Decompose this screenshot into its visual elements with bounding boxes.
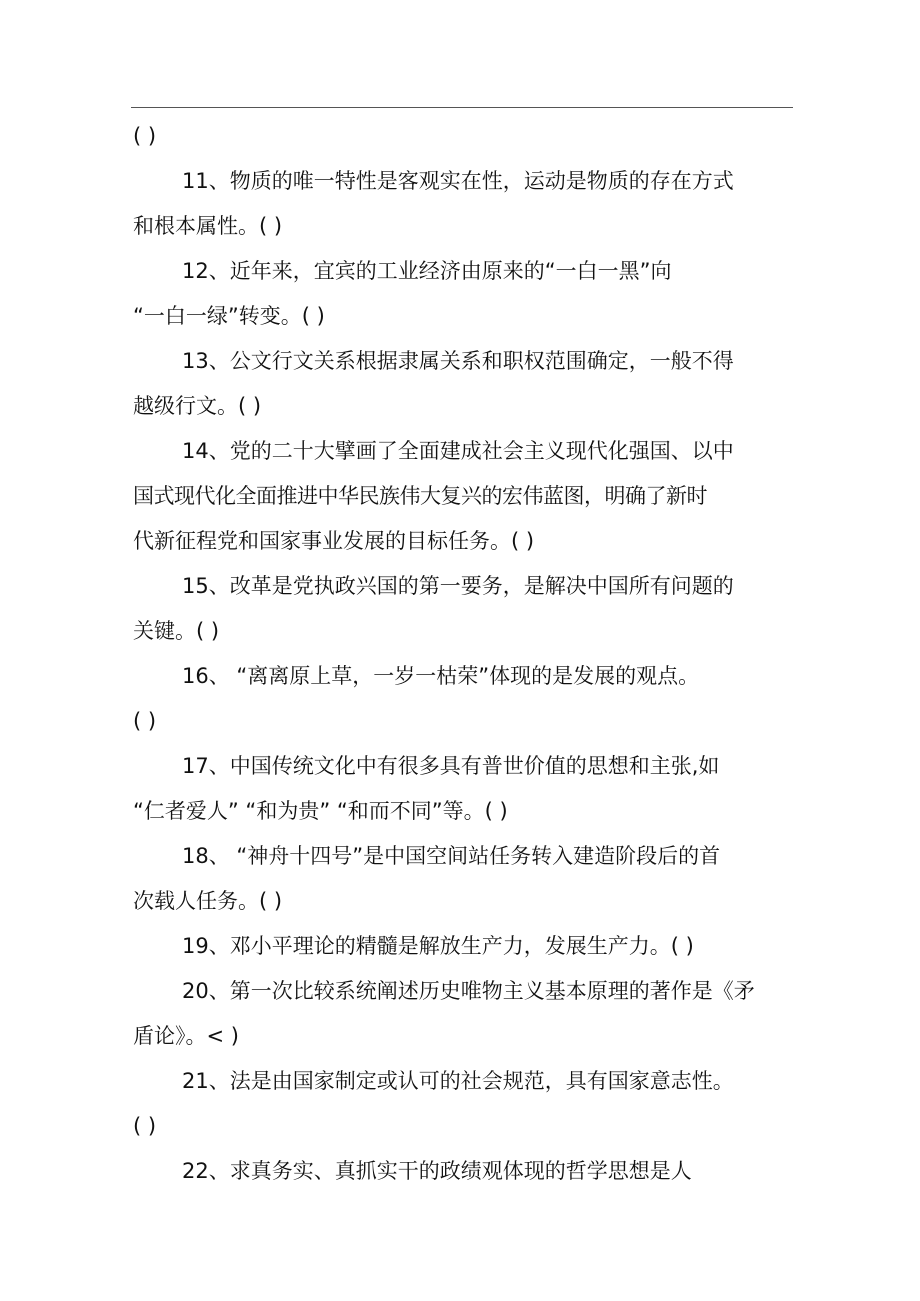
question-13-line-2: 越级行文。( ) bbox=[133, 394, 262, 418]
question-16-line-1: 16、 “离离原上草，一岁一枯荣”体现的是发展的观点。 bbox=[182, 664, 700, 688]
question-15-line-1: 15、改革是党执政兴国的第一要务，是解决中国所有问题的 bbox=[182, 574, 734, 598]
question-14-line-1: 14、党的二十大擘画了全面建成社会主义现代化强国、以中 bbox=[182, 439, 734, 463]
question-21-line-2: ( ) bbox=[133, 1114, 157, 1138]
question-19-line-1: 19、邓小平理论的精髓是解放生产力，发展生产力。( ) bbox=[182, 934, 694, 958]
question-14-line-2: 国式现代化全面推进中华民族伟大复兴的宏伟蓝图，明确了新时 bbox=[133, 484, 707, 508]
question-18-line-2: 次载人任务。( ) bbox=[133, 889, 283, 913]
question-11-line-2: 和根本属性。( ) bbox=[133, 214, 283, 238]
question-21-line-1: 21、法是由国家制定或认可的社会规范，具有国家意志性。 bbox=[182, 1069, 734, 1093]
question-12-line-1: 12、近年来，宜宾的工业经济由原来的“一白一黑”向 bbox=[182, 259, 672, 283]
question-14-line-3: 代新征程党和国家事业发展的目标任务。( ) bbox=[133, 529, 535, 553]
header-divider bbox=[131, 107, 793, 108]
question-11-line-1: 11、物质的唯一特性是客观实在性，运动是物质的存在方式 bbox=[182, 169, 734, 193]
question-22-line-1: 22、求真务实、真抓实干的政绩观体现的哲学思想是人 bbox=[182, 1159, 692, 1183]
question-20-line-1: 20、第一次比较系统阐述历史唯物主义基本原理的著作是《矛 bbox=[182, 979, 755, 1003]
question-20-line-2: 盾论》。< ) bbox=[133, 1024, 239, 1048]
question-17-line-2: “仁者爱人” “和为贵” “和而不同”等。( ) bbox=[133, 799, 508, 823]
question-15-line-2: 关键。( ) bbox=[133, 619, 220, 643]
question-17-line-1: 17、中国传统文化中有很多具有普世价值的思想和主张,如 bbox=[182, 754, 720, 778]
question-16-line-2: ( ) bbox=[133, 709, 157, 733]
question-18-line-1: 18、 “神舟十四号”是中国空间站任务转入建造阶段后的首 bbox=[182, 844, 721, 868]
question-12-line-2: “一白一绿”转变。( ) bbox=[133, 304, 325, 328]
question-list bbox=[133, 114, 789, 1194]
text-line-1: ( ) bbox=[133, 124, 157, 148]
question-13-line-1: 13、公文行文关系根据隶属关系和职权范围确定，一般不得 bbox=[182, 349, 734, 373]
